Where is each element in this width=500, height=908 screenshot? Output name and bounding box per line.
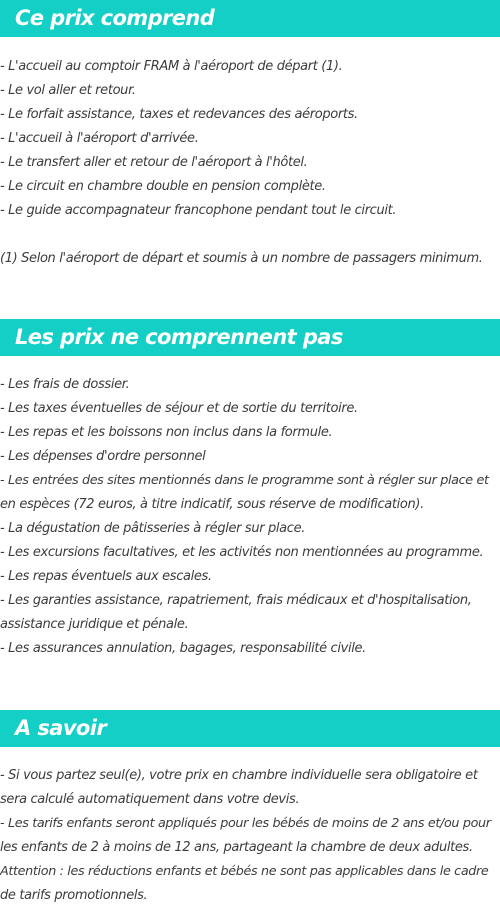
list-item: - Si vous partez seul(e), votre prix en chambre individuelle sera obligatoire et — [0, 768, 478, 783]
list-item: - Les repas et les boissons non inclus dans la formule. — [0, 425, 333, 440]
list-item: - L'accueil au comptoir FRAM à l'aéroport de départ (1). — [0, 59, 343, 74]
section-title: Ce prix comprend — [15, 6, 215, 30]
list-item: - La dégustation de pâtisseries à régler sur place. — [0, 521, 306, 536]
list-item: - L'accueil à l'aéroport d'arrivée. — [0, 131, 199, 146]
spacer — [0, 223, 500, 247]
list-item: - Les dépenses d'ordre personnel — [0, 449, 206, 464]
list-item: - Le circuit en chambre double en pension complète. — [0, 179, 326, 194]
section-header-a-savoir — [0, 710, 500, 747]
list-item: - Les entrées des sites mentionnés dans le programme sont à régler sur place et — [0, 473, 489, 488]
list-item: assistance juridique et pénale. — [0, 617, 189, 632]
list-item: les enfants de 2 à moins de 12 ans, partageant la chambre de deux adultes. — [0, 840, 473, 855]
list-item: en espèces (72 euros, à titre indicatif, sous réserve de modification). — [0, 497, 424, 512]
list-item: - Les tarifs enfants seront appliqués pour les bébés de moins de 2 ans et/ou pour — [0, 816, 491, 831]
list-item: - Le transfert aller et retour de l'aéroport à l'hôtel. — [0, 155, 308, 170]
list-item: Attention : les réductions enfants et bébés ne sont pas applicables dans le cadre — [0, 864, 489, 879]
list-item: sera calculé automatiquement dans votre devis. — [0, 792, 300, 807]
list-item: - Les garanties assistance, rapatriement, frais médicaux et d'hospitalisation, — [0, 593, 472, 608]
list-item: - Les taxes éventuelles de séjour et de sortie du territoire. — [0, 401, 358, 416]
list-item: - Le guide accompagnateur francophone pendant tout le circuit. — [0, 203, 397, 218]
section-header-les-prix-ne-comprennent-pas — [0, 319, 500, 356]
list-item: - Le forfait assistance, taxes et redevances des aéroports. — [0, 107, 358, 122]
list-item: de tarifs promotionnels. — [0, 888, 148, 903]
list-item: - Les repas éventuels aux escales. — [0, 569, 212, 584]
section-title: Les prix ne comprennent pas — [15, 325, 343, 349]
list-item: - Le vol aller et retour. — [0, 83, 136, 98]
list-item: - Les assurances annulation, bagages, responsabilité civile. — [0, 641, 366, 656]
section-body-les-prix-ne-comprennent-pas — [0, 373, 500, 661]
section-body-a-savoir — [0, 764, 500, 908]
section-header-ce-prix-comprend — [0, 0, 500, 37]
list-item: - Les frais de dossier. — [0, 377, 130, 392]
section-title: A savoir — [15, 716, 107, 740]
section-body-ce-prix-comprend — [0, 55, 500, 271]
list-item: - Les excursions facultatives, et les activités non mentionnées au programme. — [0, 545, 484, 560]
footnote: (1) Selon l'aéroport de départ et soumis à un nombre de passagers minimum. — [0, 251, 483, 266]
